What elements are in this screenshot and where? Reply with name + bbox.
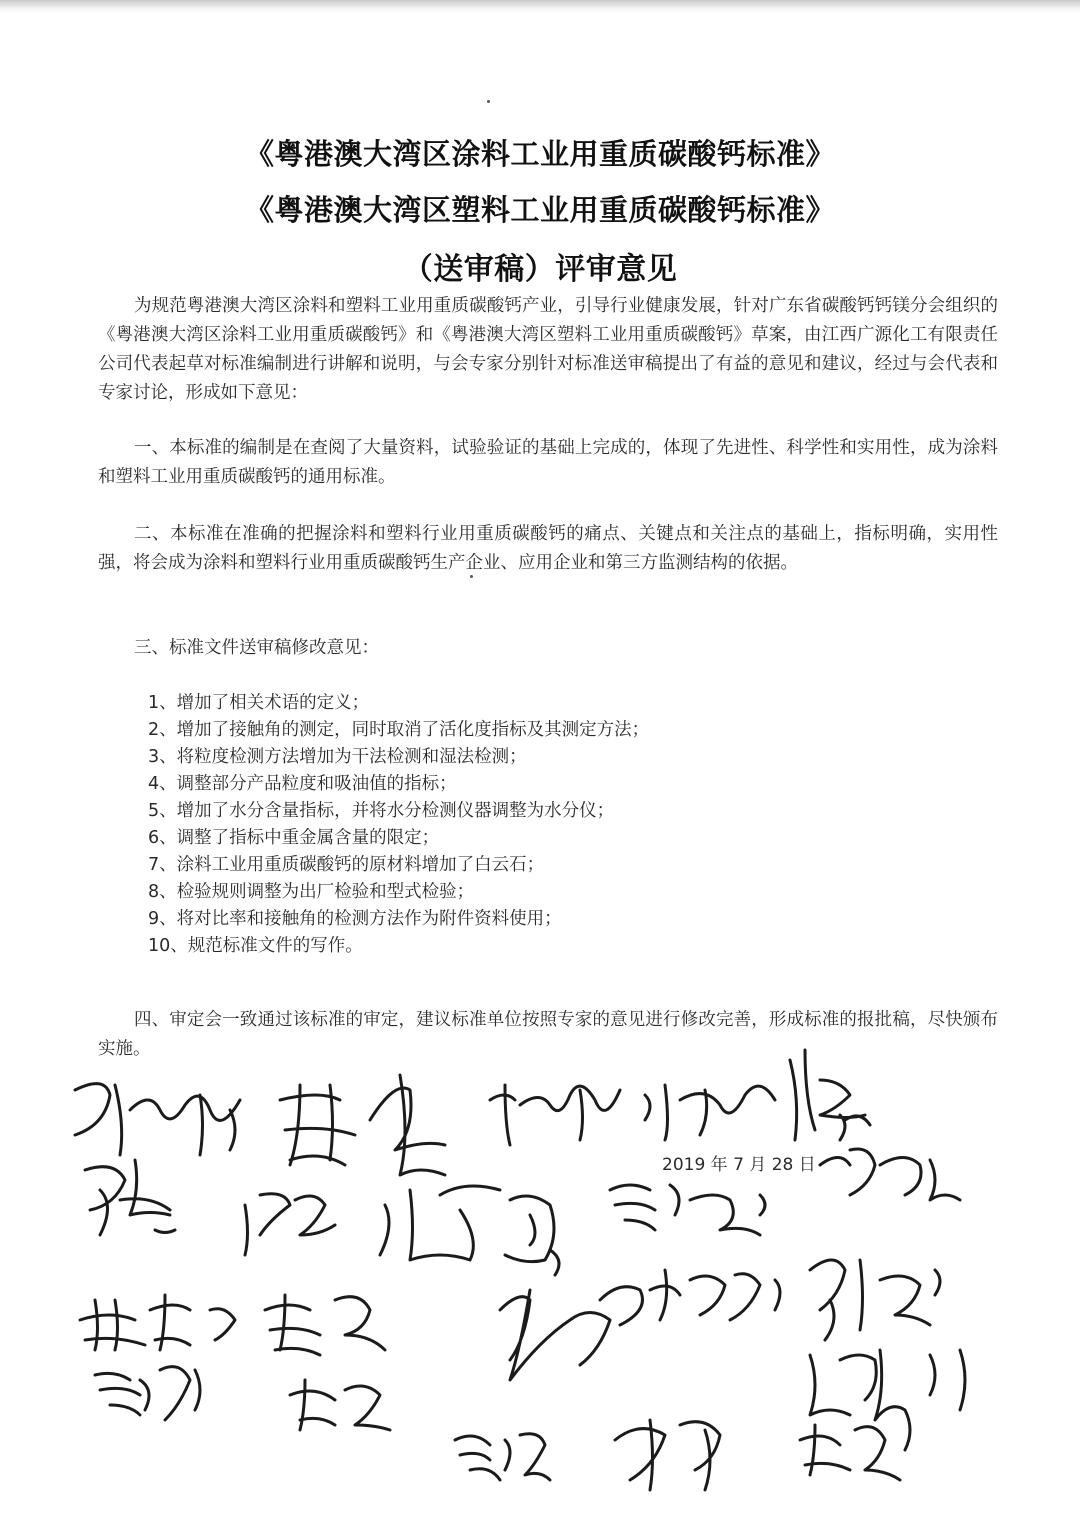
revision-item: 9、将对比率和接触角的检测方法作为附件资料使用；: [148, 909, 562, 929]
revision-item: 4、调整部分产品粒度和吸油值的指标；: [148, 774, 457, 794]
revision-item: 6、调整了指标中重金属含量的限定；: [148, 828, 440, 848]
revision-item: 10、规范标准文件的写作。: [148, 936, 363, 956]
document-title-1: 《粤港澳大湾区涂料工业用重质碳酸钙标准》: [244, 137, 835, 171]
signature: [645, 1085, 775, 1140]
revision-item: 1、增加了相关术语的定义；: [148, 693, 370, 713]
signature: [290, 1380, 390, 1430]
signature: [610, 1185, 765, 1235]
signing-date: 2019 年 7 月 28 日: [662, 1155, 816, 1175]
signature: [80, 1295, 235, 1350]
revision-item: 2、增加了接触角的测定，同时取消了活化度指标及其测定方法；: [148, 720, 650, 740]
document-subtitle: （送审稿）评审意见: [402, 252, 678, 287]
revision-item: 5、增加了水分含量指标，并将水分检测仪器调整为水分仪；: [148, 801, 615, 821]
signature: [845, 1116, 870, 1125]
signature: [265, 1295, 385, 1355]
signature: [800, 1425, 900, 1480]
signature: [790, 1050, 865, 1140]
signature: [245, 1194, 335, 1255]
signature: [455, 1434, 550, 1480]
signature: [500, 1287, 643, 1380]
signature: [280, 1075, 445, 1175]
document-title-2: 《粤港澳大湾区塑料工业用重质碳酸钙标准》: [244, 193, 835, 227]
intro-paragraph: 为规范粤港澳大湾区涂料和塑料工业用重质碳酸钙产业，引导行业健康发展，针对广东省碳酸钙钙镁分会组织的《粤港澳大湾区涂料工业用重质碳酸钙》和《粤港澳大湾区塑料工业用重质碳酸钙》草案，由江西广源化工有限责任公司代表起草对标准编制进行讲解和说明，与会专家分别针对标准送审稿提出了有益的意见和建议，经过与会代表和专家讨论，形成如下意见：: [98, 296, 998, 403]
signature: [95, 1367, 200, 1420]
opinion-1: 一、本标准的编制是在查阅了大量资料，试验验证的基础上完成的，体现了先进性、科学性和实用性，成为涂料和塑料工业用重质碳酸钙的通用标准。: [98, 438, 998, 487]
opinion-2: 二、本标准在准确的把握涂料和塑料行业用重质碳酸钙的痛点、关键点和关注点的基础上，指标明确，实用性强，将会成为涂料和塑料行业用重质碳酸钙生产企业、应用企业和第三方监测结构的依据。: [98, 524, 998, 573]
revision-item: 3、将粒度检测方法增加为干法检测和湿法检测；: [148, 747, 527, 767]
signature: [650, 1270, 780, 1320]
signature: [75, 1084, 240, 1155]
revision-item: 8、检验规则调整为出厂检验和型式检验；: [148, 882, 475, 902]
signature: [550, 1250, 559, 1275]
signature: [85, 1160, 175, 1235]
opinion-4: 四、审定会一致通过该标准的审定，建议标准单位按照专家的意见进行修改完善，形成标准的报批稿，尽快颁布实施。: [98, 1010, 998, 1059]
signature: [810, 1260, 940, 1340]
signature: [380, 1186, 554, 1262]
opinion-3-heading: 三、标准文件送审稿修改意见：: [134, 638, 379, 658]
revision-item: 7、涂料工业用重质碳酸钙的原材料增加了白云石；: [148, 855, 545, 875]
signature: [615, 1420, 720, 1490]
signature: [820, 1149, 960, 1200]
signature: [490, 1085, 620, 1145]
signature: [810, 1350, 965, 1450]
signature: [230, 1110, 235, 1150]
